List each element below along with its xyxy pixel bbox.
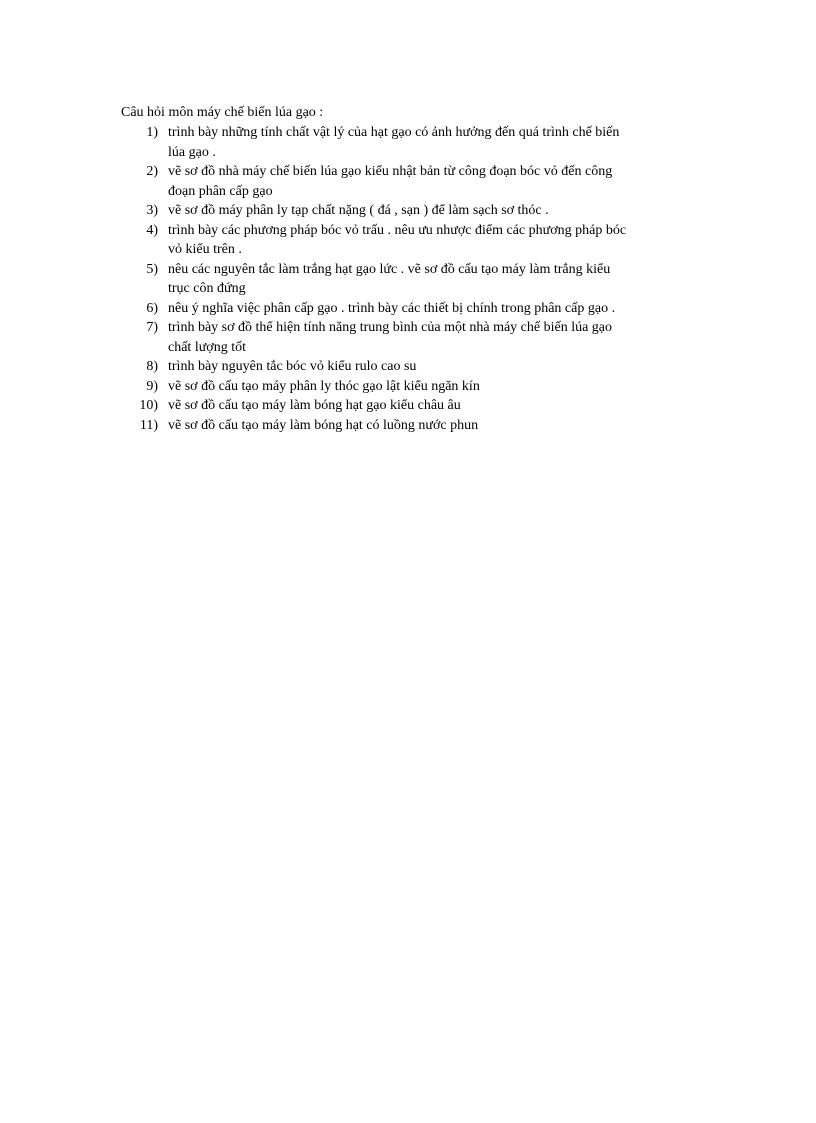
question-item <box>121 416 701 436</box>
question-number: 5) <box>146 261 158 277</box>
question-item <box>121 318 701 357</box>
question-item <box>121 260 701 299</box>
question-item <box>121 299 701 319</box>
question-number: 9) <box>146 378 158 394</box>
question-number: 3) <box>146 203 158 218</box>
question-line: vẽ sơ đồ máy phân ly tạp chất nặng ( đá , sạn ) để làm sạch sơ thóc . <box>168 203 549 218</box>
question-number: 8) <box>146 359 158 374</box>
document-title: Câu hỏi môn máy chế biến lúa gạo : <box>121 105 324 120</box>
question-line: nêu ý nghĩa việc phân cấp gạo . trình bày các thiết bị chính trong phân cấp gạo . <box>168 300 616 316</box>
question-line: vẽ sơ đồ nhà máy chế biến lúa gạo kiểu nhật bản từ công đoạn bóc vỏ đến công <box>168 164 613 179</box>
question-number: 6) <box>146 300 158 316</box>
question-line: chất lượng tốt <box>168 339 246 355</box>
question-item <box>121 221 701 260</box>
question-line: lúa gạo . <box>168 144 216 160</box>
question-item <box>121 377 701 397</box>
question-number: 2) <box>146 164 158 179</box>
question-line: trình bày nguyên tắc bóc vỏ kiểu rulo cao su <box>168 359 417 374</box>
question-line: vẽ sơ đồ cấu tạo máy làm bóng hạt có luồng nước phun <box>168 417 479 433</box>
question-line: trục côn đứng <box>168 281 246 296</box>
question-line: đoạn phân cấp gạo <box>168 183 273 199</box>
question-line: nêu các nguyên tắc làm trắng hạt gạo lức . vẽ sơ đồ cấu tạo máy làm trắng kiểu <box>168 261 611 277</box>
question-line: vẽ sơ đồ cấu tạo máy làm bóng hạt gạo kiểu châu âu <box>168 398 461 413</box>
question-item <box>121 123 701 162</box>
question-number: 4) <box>146 222 158 238</box>
question-item <box>121 162 701 201</box>
question-item <box>121 396 701 416</box>
question-item <box>121 357 701 377</box>
question-line: trình bày sơ đồ thể hiện tính năng trung bình của một nhà máy chế biến lúa gạo <box>168 320 613 335</box>
question-list <box>121 123 701 435</box>
question-line: trình bày những tính chất vật lý của hạt gạo có ảnh hưởng đến quá trình chế biến <box>168 125 620 140</box>
question-line: vẽ sơ đồ cấu tạo máy phân ly thóc gạo lật kiểu ngăn kín <box>168 378 480 394</box>
question-number: 1) <box>146 125 158 140</box>
question-number: 10) <box>139 398 158 413</box>
question-line: trình bày các phương pháp bóc vỏ trấu . nêu ưu nhược điểm các phương pháp bóc <box>168 222 627 238</box>
question-item <box>121 201 701 221</box>
question-number: 11) <box>139 417 158 433</box>
question-number: 7) <box>146 320 158 335</box>
question-line: vỏ kiểu trên . <box>168 242 242 257</box>
